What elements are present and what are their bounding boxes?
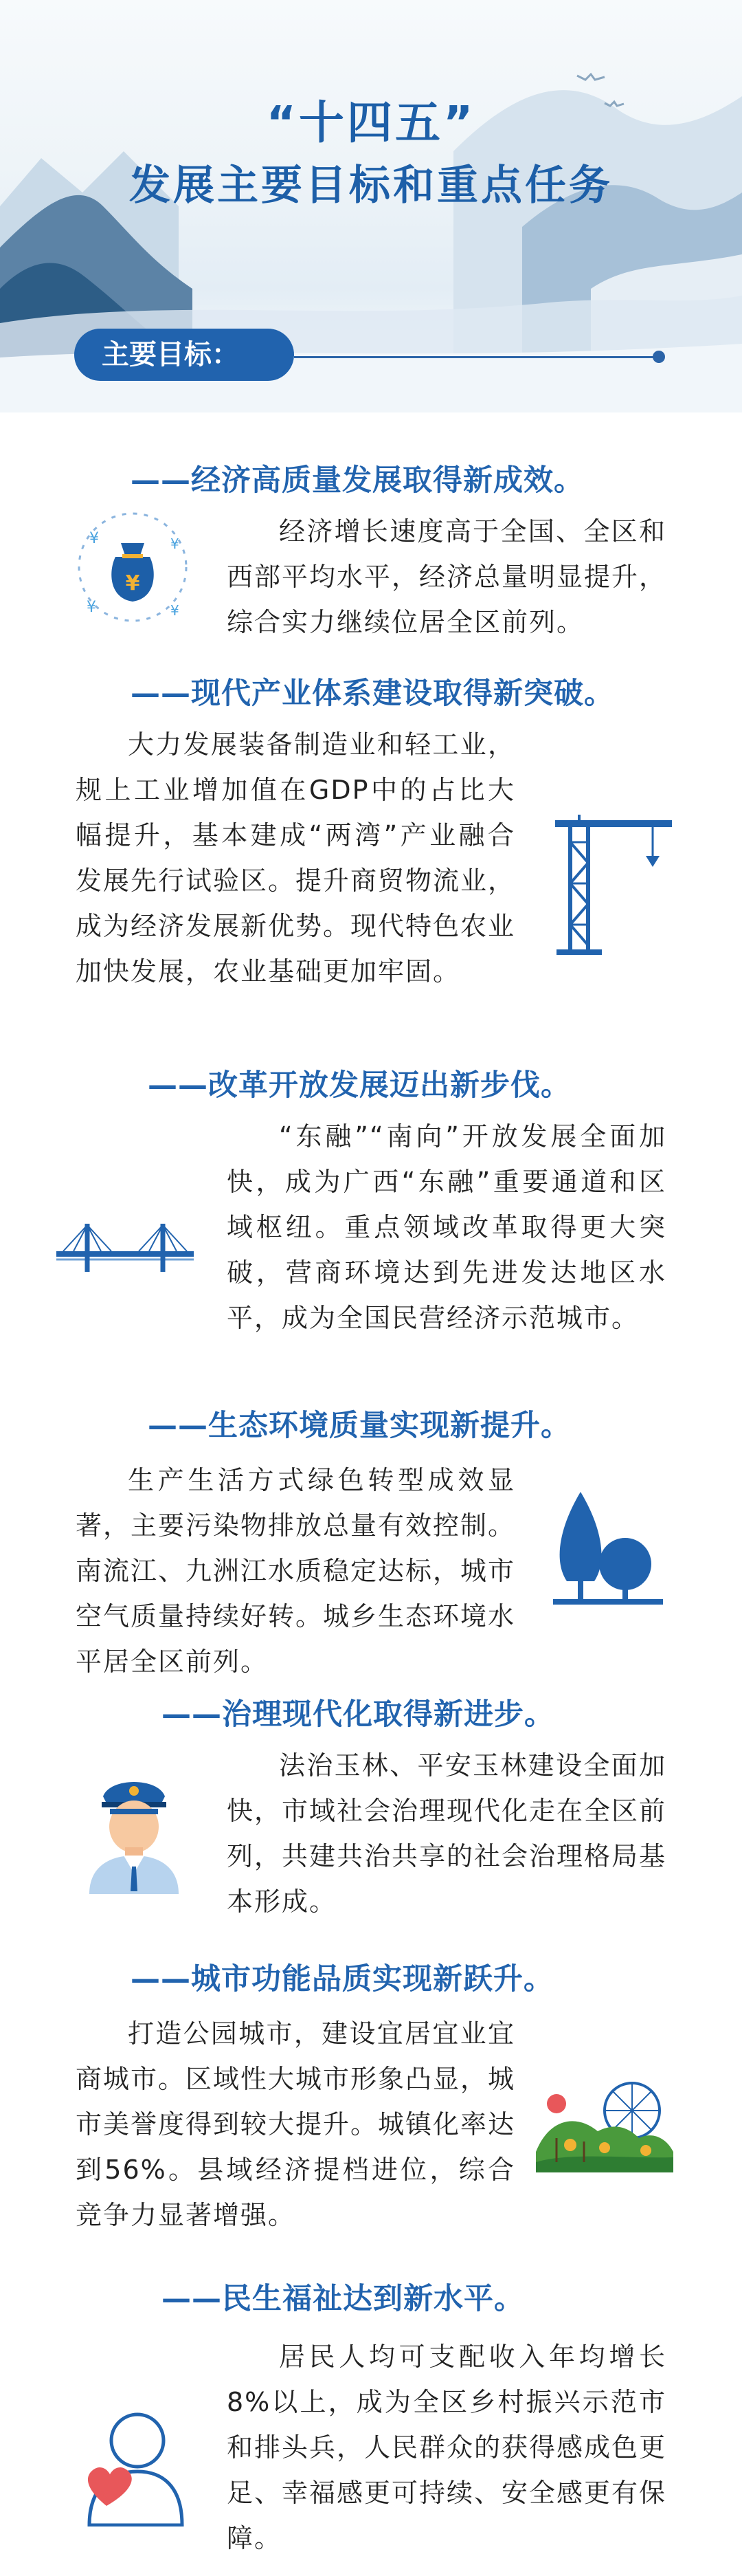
svg-text:¥: ¥ [170, 536, 179, 552]
section-heading-reform: ——改革开放发展迈出新步伐。 [148, 1068, 571, 1103]
svg-text:¥: ¥ [170, 602, 179, 619]
tree-icon [546, 1485, 670, 1609]
person-heart-icon [76, 2403, 186, 2527]
money-bag-icon [74, 509, 191, 626]
divider-line [294, 356, 658, 358]
section-text-industry: 大力发展装备制造业和轻工业，规上工业增加值在GDP中的占比大幅提升，基本建成“两湾”产业融合发展先行试验区。提升商贸物流业，成为经济发展新优势。现代特色农业加快发展，农业基础更加牢固。 [76, 729, 516, 987]
section-heading-economy: ——经济高质量发展取得新成效。 [131, 463, 584, 498]
page-title-line2: 发展主要目标和重点任务 [129, 162, 613, 210]
section-heading-industry: ——现代产业体系建设取得新突破。 [131, 676, 614, 711]
bridge-icon [56, 1217, 194, 1279]
section-heading-livelihood: ——民生福祉达到新水平。 [161, 2282, 524, 2316]
city-park-icon [529, 2076, 673, 2179]
section-text-ecology: 生产生活方式绿色转型成效显著，主要污染物排放总量有效控制。南流江、九洲江水质稳定达标，城市空气质量持续好转。城乡生态环境水平居全区前列。 [76, 1465, 516, 1677]
svg-text:¥: ¥ [89, 530, 99, 547]
header-banner [0, 0, 742, 412]
svg-text:¥: ¥ [125, 571, 140, 595]
section-text-reform: “东融”“南向”开放发展全面加快，成为广西“东融”重要通道和区域枢纽。重点领域改革取得更大突破，营商环境达到先进发达地区水平，成为全国民营经济示范城市。 [227, 1121, 666, 1333]
section-heading-city: ——城市功能品质实现新跃升。 [131, 1962, 554, 1996]
main-goals-label: 主要目标： [74, 329, 294, 381]
crane-icon [550, 815, 680, 959]
section-text-livelihood: 居民人均可支配收入年均增长8%以上，成为全区乡村振兴示范市和排头兵，人民群众的获得感成色更足、幸福感更可持续、安全感更有保障。 [227, 2342, 667, 2553]
section-heading-ecology: ——生态环境质量实现新提升。 [148, 1409, 571, 1443]
section-text-governance: 法治玉林、平安玉林建设全面加快，市域社会治理现代化走在全区前列，共建共治共享的社会治理格局基本形成。 [227, 1750, 667, 1917]
divider-dot [653, 351, 665, 363]
svg-text:¥: ¥ [87, 599, 96, 616]
section-text-economy: 经济增长速度高于全国、全区和西部平均水平，经济总量明显提升，综合实力继续位居全区前列。 [227, 516, 667, 637]
page-title-line1: “十四五” [266, 96, 476, 149]
section-text-city: 打造公园城市，建设宜居宜业宜商城市。区域性大城市形象凸显，城市美誉度得到较大提升。城镇化率达到56%。县域经济提档进位，综合竞争力显著增强。 [76, 2018, 516, 2230]
police-officer-icon [82, 1770, 186, 1894]
section-heading-governance: ——治理现代化取得新进步。 [161, 1697, 554, 1732]
